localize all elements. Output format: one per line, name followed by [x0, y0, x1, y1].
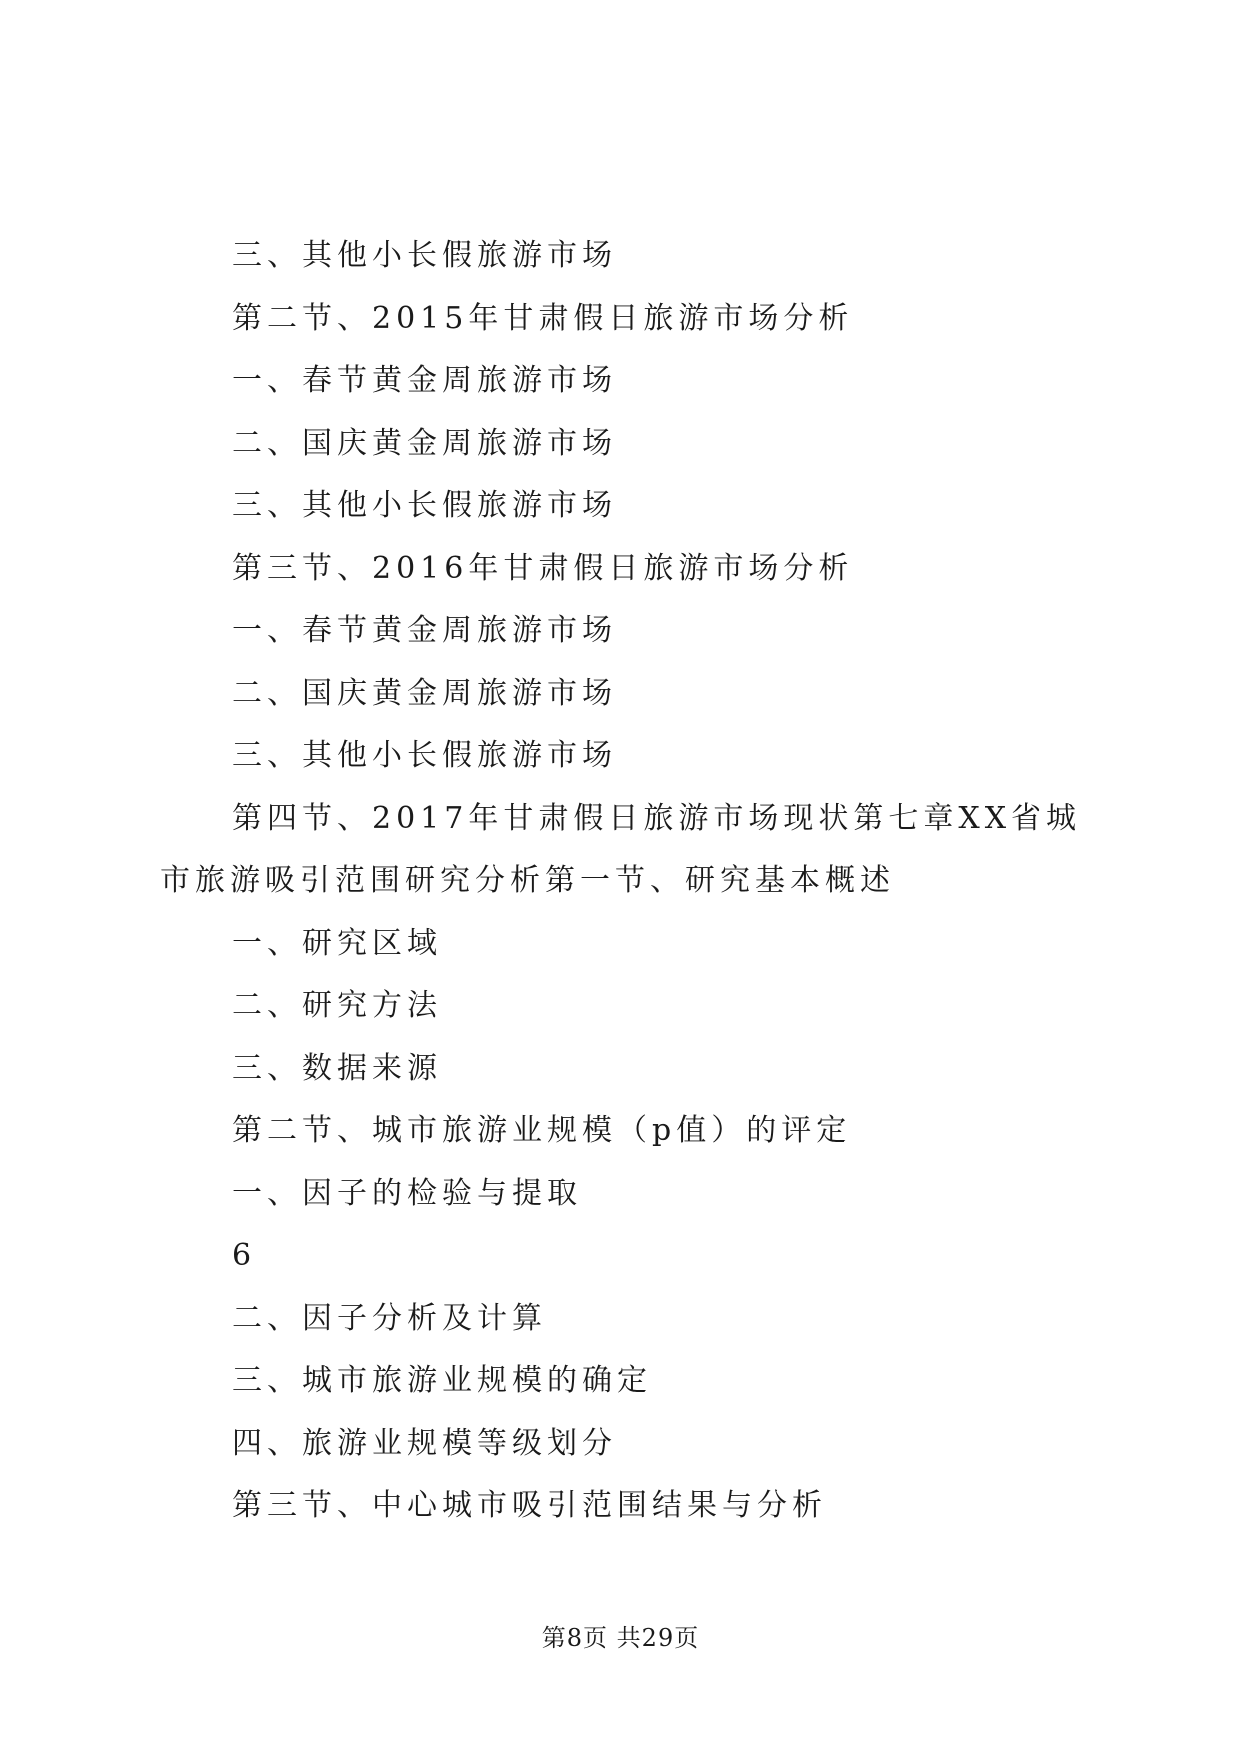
toc-line: 三、其他小长假旅游市场 [232, 488, 617, 523]
page-number-footer: 第8页 共29页 [541, 1624, 700, 1652]
toc-section-heading: 第三节、中心城市吸引范围结果与分析 [232, 1488, 827, 1523]
toc-line: 二、因子分析及计算 [232, 1300, 547, 1336]
document-body [160, 225, 1090, 1538]
stray-number: 6 [232, 1238, 257, 1273]
toc-paragraph-wrapped: 第四节、2017年甘肃假日旅游市场现状第七章XX省城市旅游吸引范围研究分析第一节、研究基本概述 [160, 800, 1082, 898]
toc-section-heading: 第二节、2015年甘肃假日旅游市场分析 [232, 300, 854, 336]
toc-line: 四、旅游业规模等级划分 [232, 1425, 617, 1461]
toc-line: 二、国庆黄金周旅游市场 [232, 425, 617, 461]
toc-line: 三、其他小长假旅游市场 [232, 238, 617, 273]
toc-line: 一、春节黄金周旅游市场 [232, 613, 617, 648]
toc-section-heading: 第二节、城市旅游业规模（p值）的评定 [232, 1113, 852, 1148]
toc-line: 二、研究方法 [232, 988, 442, 1023]
toc-section-heading: 第三节、2016年甘肃假日旅游市场分析 [232, 550, 854, 586]
toc-line: 一、研究区域 [232, 925, 442, 961]
toc-line: 一、春节黄金周旅游市场 [232, 363, 617, 398]
toc-line: 三、数据来源 [232, 1050, 442, 1086]
toc-line: 三、其他小长假旅游市场 [232, 738, 617, 773]
toc-line: 一、因子的检验与提取 [232, 1175, 582, 1211]
toc-line: 三、城市旅游业规模的确定 [232, 1363, 652, 1398]
toc-line: 二、国庆黄金周旅游市场 [232, 675, 617, 711]
